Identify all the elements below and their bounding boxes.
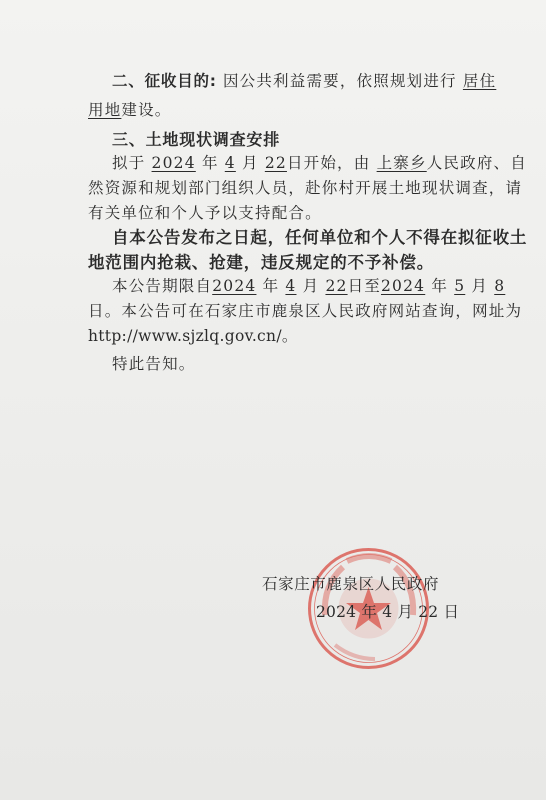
section3-heading: 三、土地现状调查安排 [112, 130, 281, 149]
purpose-field-a: 居住 [462, 72, 497, 90]
period-line2: 日。本公告可在石家庄市鹿泉区人民政府网站查询，网址为 [88, 302, 523, 320]
section3-line2: 然资源和规划部门组织人员，赴你村开展土地现状调查，请 [88, 179, 523, 197]
start-year: 2024 [151, 154, 196, 172]
section2-line2 [88, 98, 172, 120]
section3-mid: 日开始，由 [286, 154, 371, 172]
month-unit: 月 [241, 154, 259, 172]
period-start-month: 4 [285, 277, 297, 295]
purpose-field-b: 用地 [88, 101, 122, 119]
period-to: 日至 [347, 277, 381, 295]
signing-organization: 石家庄市鹿泉区人民政府 [262, 575, 440, 593]
website-url[interactable]: http://www.sjzlq.gov.cn/。 [88, 327, 298, 345]
start-month: 4 [224, 154, 236, 172]
period-line1: 本公告期限自2024 年 4 月 22日至2024 年 5 月 8 [112, 277, 506, 295]
signing-date: 2024 年 4 月 22 日 [316, 603, 460, 621]
period-end-month: 5 [454, 277, 466, 295]
organizer: 上寨乡 [376, 154, 427, 172]
notice-line2: 地范围内抢栽、抢建，违反规定的不予补偿。 [88, 253, 434, 272]
section2-line1 [112, 69, 496, 91]
section3-prefix: 拟于 [112, 154, 146, 172]
section2-text-b: 建设。 [121, 101, 172, 119]
period-prefix: 本公告期限自 [112, 277, 213, 295]
period-end-year: 2024 [380, 277, 426, 295]
section2-text-a: 因公共利益需要，依照规划进行 [222, 72, 457, 90]
period-start-day: 22 [325, 277, 348, 295]
section2-heading: 二、征收目的: [112, 72, 217, 90]
section3-line3: 有关单位和个人予以支持配合。 [88, 204, 322, 222]
notice-line1: 自本公告发布之日起，任何单位和个人不得在拟征收土 [112, 228, 528, 247]
start-day: 22 [264, 154, 287, 172]
period-end-day: 8 [494, 277, 506, 295]
closing-text: 特此告知。 [112, 355, 196, 373]
year-unit: 年 [201, 154, 219, 172]
section3-rest: 人民政府、自 [426, 154, 527, 172]
section3-line1 [112, 151, 527, 173]
period-start-year: 2024 [212, 277, 257, 295]
